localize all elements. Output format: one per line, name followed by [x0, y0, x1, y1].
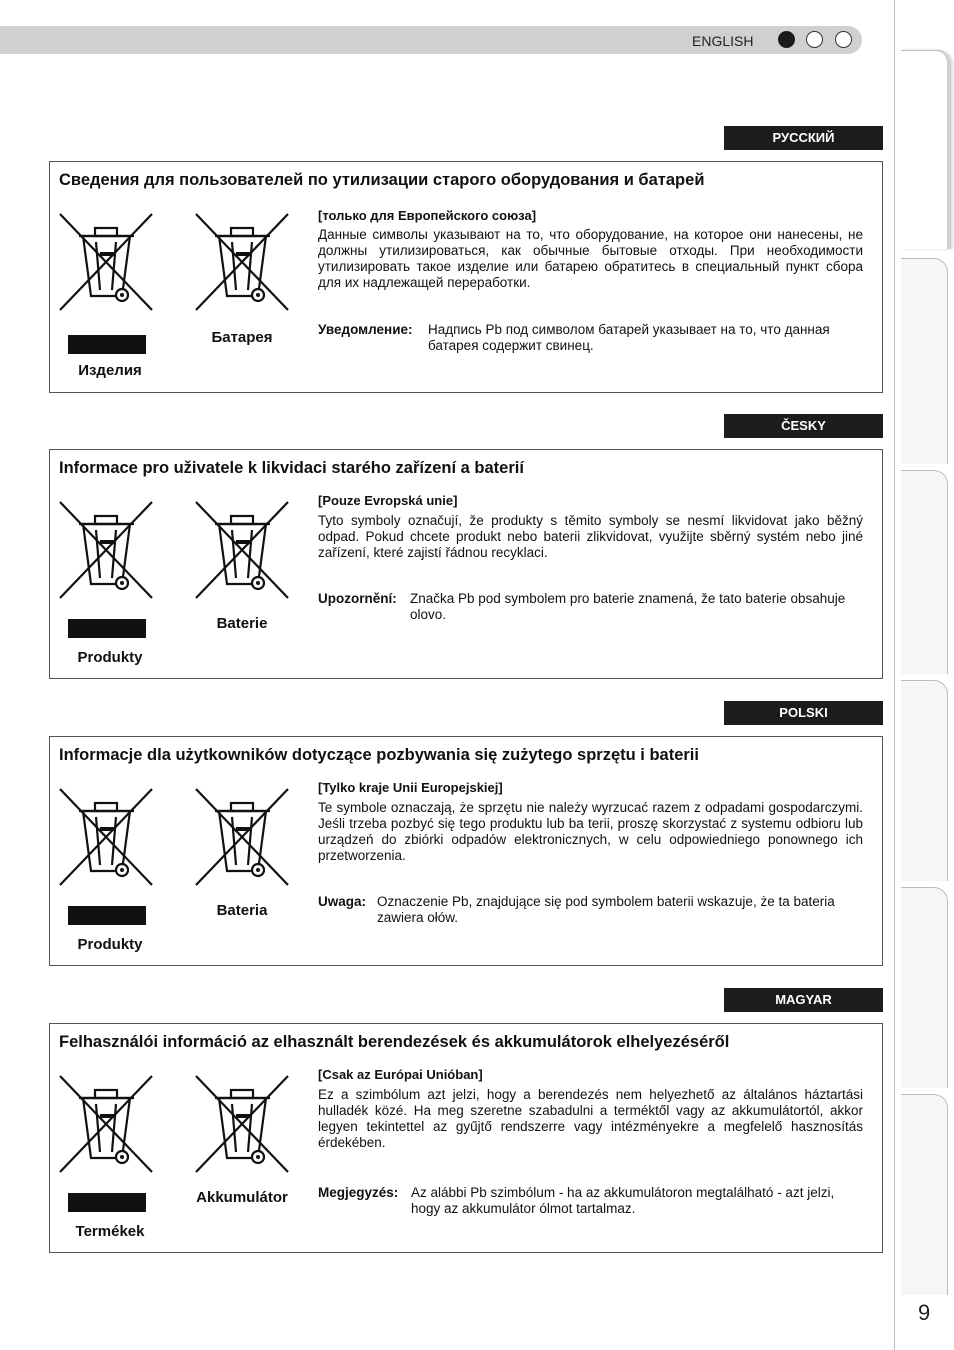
black-label-bar — [68, 1193, 146, 1212]
page-number: 9 — [918, 1300, 931, 1325]
note-label: Megjegyzés: — [318, 1185, 399, 1200]
crossed-out-bin-icon — [56, 1072, 156, 1181]
language-label: ENGLISH — [692, 33, 754, 49]
section-title: Felhasználói információ az elhasznált berendezések és akkumulátorok elhelyezéséről — [59, 1033, 730, 1051]
side-tab — [901, 258, 948, 464]
section-indicator-filled-icon — [778, 31, 795, 48]
language-tag: ČESKY — [724, 414, 883, 438]
section-title: Informace pro uživatele k likvidaci starého zařízení a baterií — [59, 459, 524, 477]
black-label-bar — [68, 335, 146, 354]
body-text: Te symbole oznaczają, że sprzętu nie należy wyrzucać razem z odpadami gospodarczymi. Jeśli trzeba pozbyć się tego produktu lub ba terii, proszę skorzystać z systemu odbioru lub urządzeń do zbiórki odpadów elektronicznych, w celu odpowiedniego ponownego ich przetworzenia. — [318, 800, 863, 863]
products-label: Produkty — [77, 936, 143, 953]
note-label: Upozornění: — [318, 591, 397, 606]
products-label: Termékek — [75, 1223, 145, 1240]
note-text: Značka Pb pod symbolem pro baterie znamená, že tato baterie obsahuje olovo. — [410, 591, 846, 622]
disposal-info-box — [49, 736, 883, 966]
body-text: Ez a szimbólum azt jelzi, hogy a berendezés nem helyezhető az általános háztartási hulladék közé. Ha meg szeretne szabadulni a terméktől vagy az akkumulátortól, akkor legyen tekintettel az gyűjtő rendszerre vagy intézményekre a megfelelő hasznosítás érdekében. — [318, 1087, 863, 1150]
crossed-out-bin-icon — [56, 498, 156, 607]
side-tab — [901, 680, 948, 881]
crossed-out-bin-icon — [56, 210, 156, 319]
note-text: Az alábbi Pb szimbólum - ha az akkumulátoron megtalálható - azt jelzi, hogy az akkumulátor ólmot tartalmaz. — [411, 1185, 835, 1216]
side-tab — [901, 887, 948, 1088]
note-text: Oznaczenie Pb, znajdujące się pod symbolem baterii wskazuje, że ta bateria zawiera ołów. — [377, 894, 835, 925]
body-text: Данные символы указывают на то, что оборудование, на которое они нанесены, не должны утилизироваться, как обычные бытовые отходы. При необходимости утилизировать такое изделие или батарею обратитесь в специальный пункт сбора для их надлежащей переработки. — [318, 227, 863, 290]
region-note: [только для Европейского союза] — [318, 208, 537, 223]
note-label: Uwaga: — [318, 894, 367, 909]
page-edge-line — [894, 0, 895, 1350]
disposal-info-box — [49, 449, 883, 679]
battery-label: Akkumulátor — [196, 1189, 288, 1206]
body-text: Tyto symboly označují, že produkty s těmito symboly se nesmí likvidovat jako běžný odpad. Pokud chcete produkt nebo baterii zlikvidovat, využijte sběrný systém nebo jiné zařízení, které zajistí řádnou recyklaci. — [318, 513, 863, 560]
section-indicator-empty-icon — [835, 31, 852, 48]
battery-label: Baterie — [216, 615, 268, 632]
black-label-bar — [68, 906, 146, 925]
section-indicator-empty-icon — [806, 31, 823, 48]
language-tag: MAGYAR — [724, 988, 883, 1012]
note-label: Уведомление: — [318, 322, 413, 337]
language-tag: POLSKI — [724, 701, 883, 725]
section-title: Informacje dla użytkowników dotyczące pozbywania się zużytego sprzętu i baterii — [59, 746, 699, 764]
disposal-info-box — [49, 161, 883, 393]
section-title: Сведения для пользователей по утилизации старого оборудования и батарей — [59, 171, 705, 189]
side-tab — [901, 1094, 948, 1295]
crossed-out-bin-icon — [192, 498, 292, 607]
region-note: [Csak az Európai Unióban] — [318, 1067, 483, 1082]
products-label: Produkty — [77, 649, 143, 666]
language-tag: РУССКИЙ — [724, 126, 883, 150]
side-tab-active — [901, 50, 951, 249]
crossed-out-bin-icon — [56, 785, 156, 894]
disposal-info-box — [49, 1023, 883, 1253]
crossed-out-bin-icon — [192, 785, 292, 894]
crossed-out-bin-icon — [192, 210, 292, 319]
crossed-out-bin-icon — [192, 1072, 292, 1181]
battery-label: Bateria — [216, 902, 268, 919]
products-label: Изделия — [78, 362, 142, 379]
battery-label: Батарея — [211, 329, 273, 346]
region-note: [Pouze Evropská unie] — [318, 493, 458, 508]
region-note: [Tylko kraje Unii Europejskiej] — [318, 780, 503, 795]
side-tab — [901, 470, 948, 674]
note-text: Надпись Pb под символом батарей указывает на то, что данная батарея содержит свинец. — [428, 322, 830, 353]
black-label-bar — [68, 619, 146, 638]
